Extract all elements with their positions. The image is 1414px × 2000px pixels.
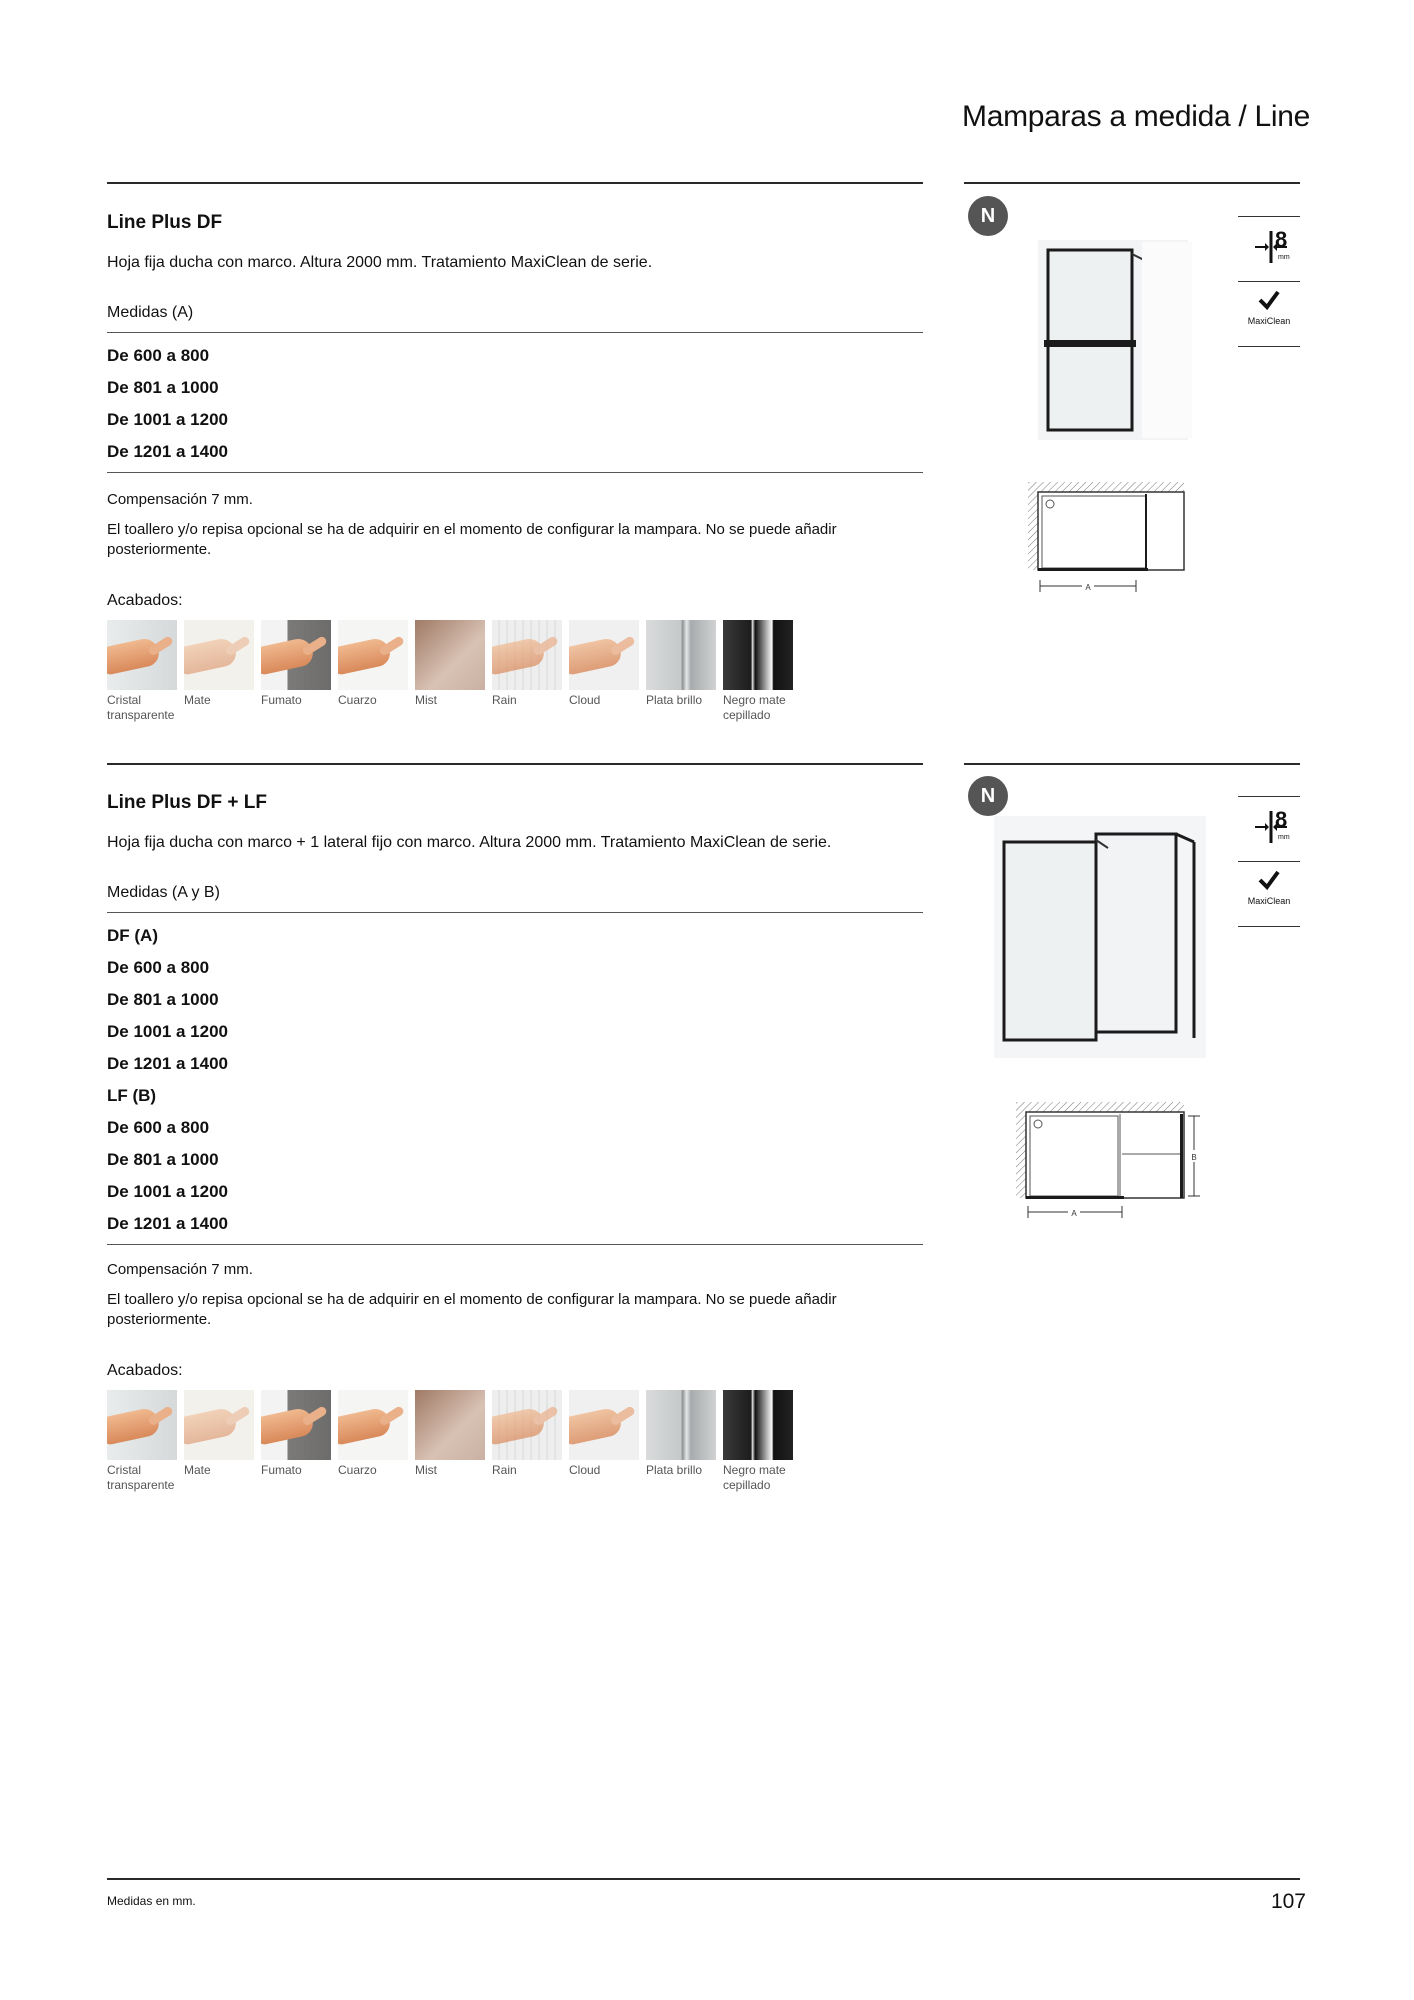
finish-swatch-mate (184, 1390, 261, 1493)
finish-swatch-cloud (569, 1390, 646, 1493)
finish-name-2: cepillado (723, 708, 771, 722)
finish-name: Negro mate (723, 693, 786, 707)
finish-name: Cloud (569, 1463, 601, 1477)
finish-name: Cuarzo (338, 1463, 377, 1477)
finishes-swatches (107, 1390, 800, 1493)
size-row: De 1001 a 1200 (107, 1022, 228, 1041)
size-row: De 600 a 800 (107, 958, 210, 977)
finish-swatch-plata (646, 1390, 723, 1493)
note-text: El toallero y/o repisa opcional se ha de adquirir en el momento de configurar la mampara. No se puede añadir posteriormente. (107, 521, 837, 558)
floor-plan-diagram (1012, 1100, 1204, 1224)
new-badge: N (968, 776, 1008, 816)
measures-label: Medidas (A y B) (107, 884, 220, 901)
finish-swatch-cloud (569, 620, 646, 723)
page-title: Mamparas a medida / Line (962, 100, 1310, 133)
finish-name: Cristal (107, 693, 142, 707)
finish-swatch-cuarzo (338, 620, 415, 723)
product-title: Line Plus DF (107, 212, 223, 233)
size-row: De 801 a 1000 (107, 378, 219, 397)
finish-name: Fumato (261, 693, 302, 707)
thickness-value: 8 (1275, 807, 1288, 832)
size-group-df: DF (A) (107, 926, 158, 945)
thickness-icon (1238, 796, 1300, 861)
feature-icons (1238, 796, 1300, 927)
product-description: Hoja fija ducha con marco. Altura 2000 mm. Tratamiento MaxiClean de serie. (107, 254, 653, 271)
section-divider (107, 763, 923, 765)
finish-swatch-mist (415, 620, 492, 723)
thickness-icon (1238, 216, 1300, 281)
finish-name: Mate (184, 1463, 211, 1477)
maxiclean-label: MaxiClean (1247, 896, 1291, 906)
finish-name: Rain (492, 1463, 517, 1477)
size-row: De 600 a 800 (107, 1118, 210, 1137)
finish-name: Negro mate (723, 1463, 786, 1477)
finishes-swatches (107, 620, 800, 723)
measures-label: Medidas (A) (107, 304, 194, 321)
size-row: De 1001 a 1200 (107, 410, 228, 429)
finish-name: Cloud (569, 693, 601, 707)
product-description: Hoja fija ducha con marco + 1 lateral fijo con marco. Altura 2000 mm. Tratamiento MaxiClean de serie. (107, 834, 832, 851)
finish-swatch-cristal (107, 1390, 184, 1493)
size-row: De 1201 a 1400 (107, 1054, 228, 1073)
finish-name-2: transparente (107, 1478, 175, 1492)
finish-swatch-cristal (107, 620, 184, 723)
size-row: De 1001 a 1200 (107, 1182, 228, 1201)
finish-name: Mist (415, 1463, 437, 1477)
thickness-value: 8 (1275, 227, 1288, 252)
compensation-text: Compensación 7 mm. (107, 491, 253, 508)
finish-swatch-mate (184, 620, 261, 723)
thickness-unit: mm (1278, 254, 1290, 261)
finish-swatch-fumato (261, 620, 338, 723)
finish-name: Mate (184, 693, 211, 707)
section-divider (107, 182, 923, 184)
thickness-unit: mm (1278, 834, 1290, 841)
compensation-text: Compensación 7 mm. (107, 1261, 253, 1278)
footer-note: Medidas en mm. (107, 1894, 196, 1908)
divider (107, 472, 923, 473)
finish-swatch-mist (415, 1390, 492, 1493)
finish-swatch-negro (723, 1390, 800, 1493)
size-row: De 1201 a 1400 (107, 1214, 228, 1233)
finish-name: Plata brillo (646, 1463, 703, 1477)
feature-icons (1238, 216, 1300, 347)
finish-name: Fumato (261, 1463, 302, 1477)
dimension-label-a: A (1085, 583, 1091, 592)
size-list (107, 340, 228, 468)
finish-name-2: cepillado (723, 1478, 771, 1492)
section-divider (964, 182, 1300, 184)
footer-divider (107, 1878, 1300, 1880)
floor-plan-diagram (1024, 480, 1186, 594)
maxiclean-label: MaxiClean (1247, 316, 1291, 326)
finish-name: Mist (415, 693, 437, 707)
size-row: De 801 a 1000 (107, 990, 219, 1009)
finishes-label: Acabados: (107, 1362, 183, 1379)
size-row: De 801 a 1000 (107, 1150, 219, 1169)
product-title: Line Plus DF + LF (107, 792, 267, 813)
page-number: 107 (1270, 1890, 1306, 1913)
maxiclean-icon (1238, 281, 1300, 347)
finish-swatch-cuarzo (338, 1390, 415, 1493)
product-photo-line-plus-df-lf (990, 812, 1210, 1062)
divider (107, 332, 923, 333)
new-badge: N (968, 196, 1008, 236)
finish-swatch-rain (492, 1390, 569, 1493)
size-row: De 600 a 800 (107, 346, 210, 365)
finish-name: Cuarzo (338, 693, 377, 707)
finish-swatch-negro (723, 620, 800, 723)
size-row: De 1201 a 1400 (107, 442, 228, 461)
size-list (107, 920, 228, 1240)
product-photo-line-plus-df (1030, 232, 1200, 447)
section-divider (964, 763, 1300, 765)
finishes-label: Acabados: (107, 592, 183, 609)
finish-name-2: transparente (107, 708, 175, 722)
finish-name: Cristal (107, 1463, 142, 1477)
size-group-lf: LF (B) (107, 1086, 157, 1105)
finish-name: Plata brillo (646, 693, 703, 707)
finish-swatch-fumato (261, 1390, 338, 1493)
finish-swatch-plata (646, 620, 723, 723)
dimension-label-b: B (1191, 1153, 1197, 1162)
note-text: El toallero y/o repisa opcional se ha de adquirir en el momento de configurar la mampara. No se puede añadir posteriormente. (107, 1291, 837, 1328)
divider (107, 1244, 923, 1245)
dimension-label-a: A (1071, 1209, 1077, 1218)
finish-name: Rain (492, 693, 517, 707)
maxiclean-icon (1238, 861, 1300, 927)
finish-swatch-rain (492, 620, 569, 723)
divider (107, 912, 923, 913)
